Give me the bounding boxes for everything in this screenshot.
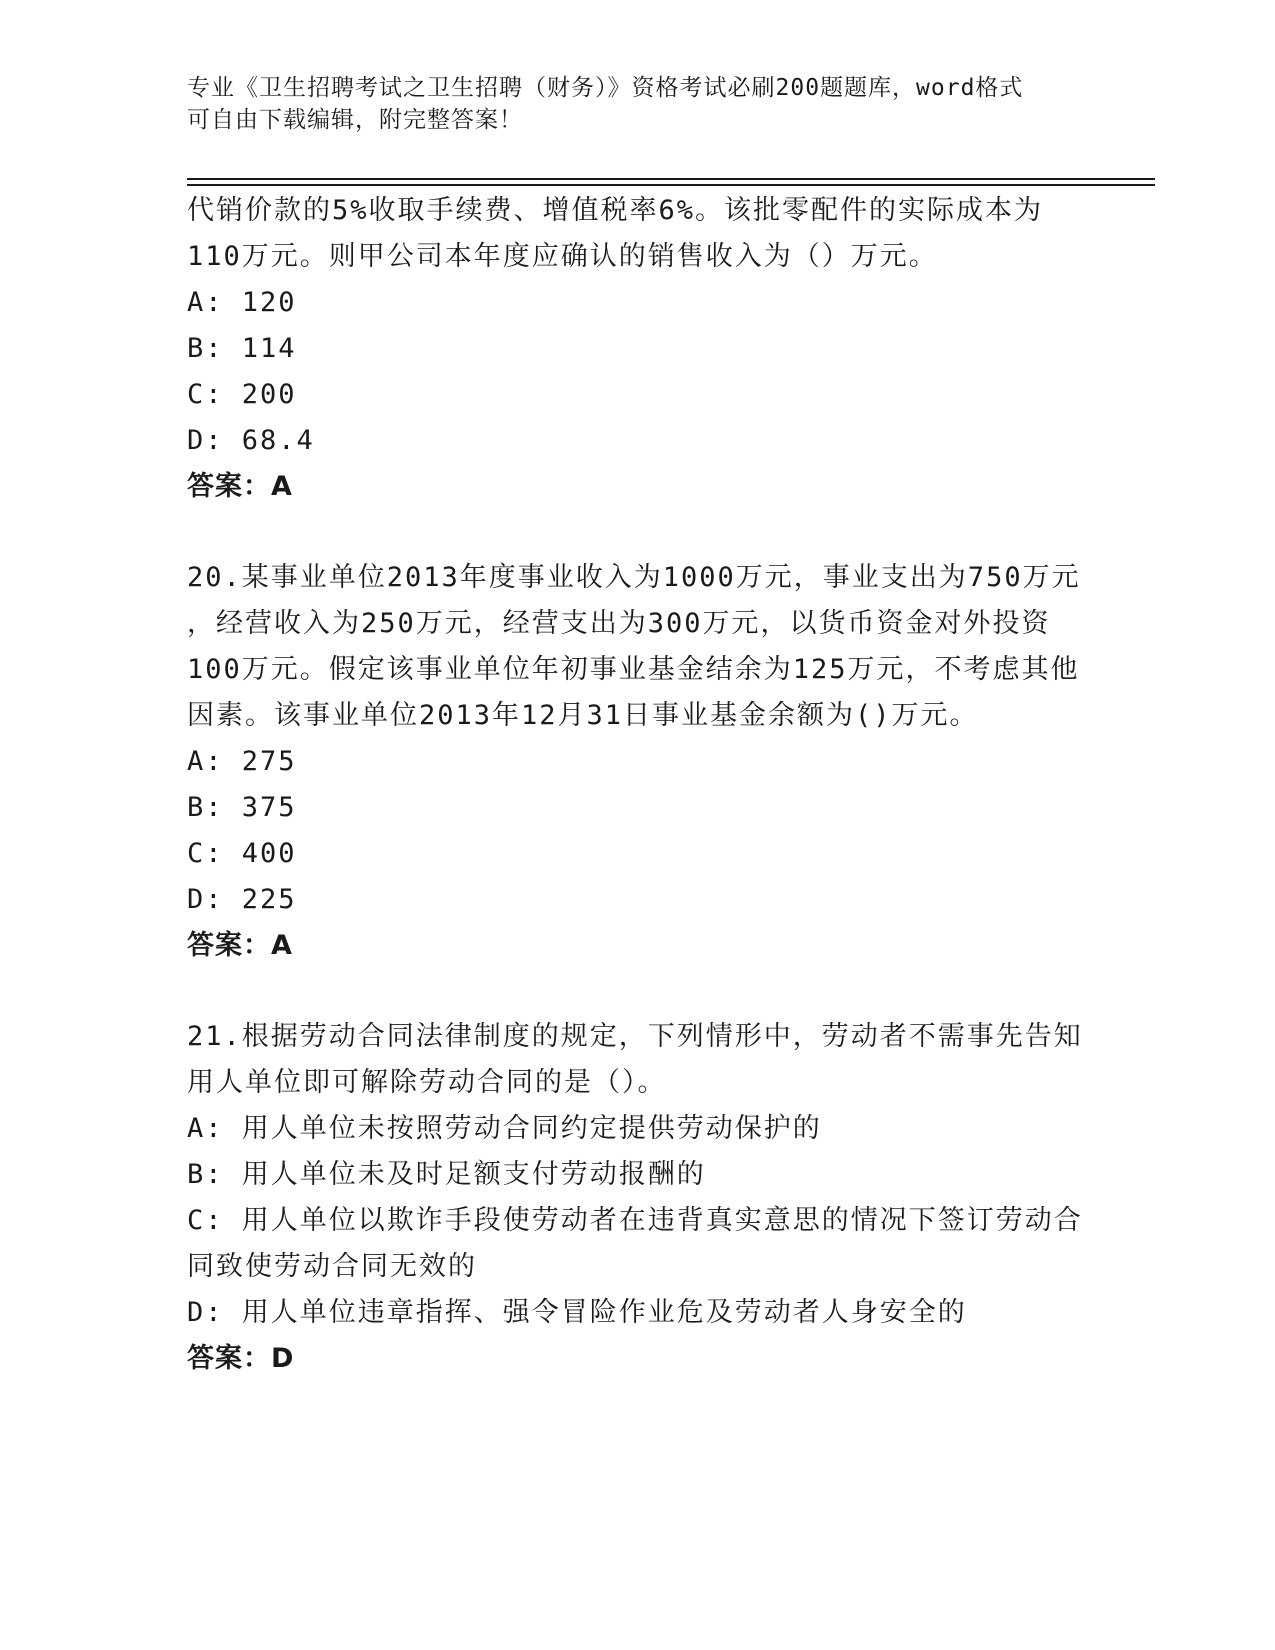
- answer-label: 答案：D: [187, 1343, 295, 1374]
- question-stem-line: 20.某事业单位2013年度事业收入为1000万元，事业支出为750万元: [187, 562, 1081, 593]
- question-spacer: [187, 969, 1087, 1014]
- option-c-continued: 同致使劳动合同无效的: [187, 1251, 477, 1282]
- header-rule-bottom: [187, 184, 1155, 186]
- option-c: C: 200: [187, 379, 297, 410]
- option-d: D: 68.4: [187, 425, 315, 456]
- question-stem-line: 100万元。假定该事业单位年初事业基金结余为125万元，不考虑其他: [187, 654, 1080, 685]
- question-stem-line: 110万元。则甲公司本年度应确认的销售收入为（）万元。: [187, 241, 938, 272]
- option-b: B: 114: [187, 333, 297, 364]
- header-line-2: 可自由下载编辑，附完整答案！: [187, 107, 523, 133]
- option-b: B: 用人单位未及时足额支付劳动报酬的: [187, 1159, 706, 1190]
- question-19: [187, 188, 1087, 510]
- option-a: A: 用人单位未按照劳动合同约定提供劳动保护的: [187, 1113, 822, 1144]
- question-stem-line: 用人单位即可解除劳动合同的是（）。: [187, 1067, 667, 1098]
- question-stem-line: 21.根据劳动合同法律制度的规定，下列情形中，劳动者不需事先告知: [187, 1021, 1083, 1052]
- option-a: A: 120: [187, 287, 297, 318]
- question-stem-line: 代销价款的5%收取手续费、增值税率6%。该批零配件的实际成本为: [187, 195, 1044, 226]
- question-21: [187, 1014, 1087, 1382]
- option-c: C: 400: [187, 838, 297, 869]
- question-spacer: [187, 510, 1087, 555]
- option-a: A: 275: [187, 746, 297, 777]
- header-rule-top: [187, 178, 1155, 180]
- option-b: B: 375: [187, 792, 297, 823]
- question-20: [187, 555, 1087, 969]
- document-body: [187, 188, 1087, 1382]
- option-c: C: 用人单位以欺诈手段使劳动者在违背真实意思的情况下签订劳动合: [187, 1205, 1083, 1236]
- question-stem-line: ，经营收入为250万元，经营支出为300万元，以货币资金对外投资: [187, 608, 1051, 639]
- answer-label: 答案：A: [187, 930, 293, 961]
- answer-label: 答案：A: [187, 471, 293, 502]
- document-header: [187, 72, 1067, 136]
- option-d: D: 用人单位违章指挥、强令冒险作业危及劳动者人身安全的: [187, 1297, 967, 1328]
- question-stem-line: 因素。该事业单位2013年12月31日事业基金余额为()万元。: [187, 700, 979, 731]
- option-d: D: 225: [187, 884, 297, 915]
- header-line-1: 专业《卫生招聘考试之卫生招聘（财务）》资格考试必刷200题题库，word格式: [187, 75, 1024, 101]
